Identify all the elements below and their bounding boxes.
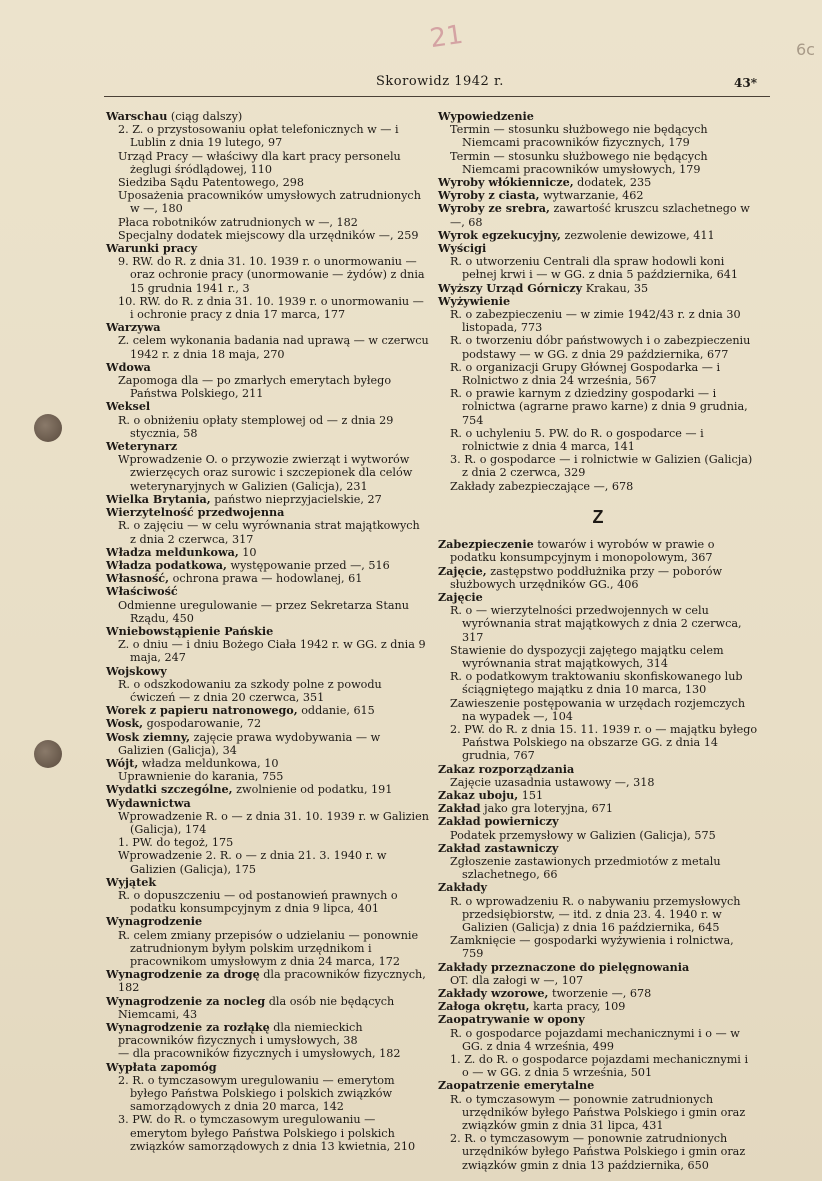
index-heading: Wynagrodzenie za nocleg: [106, 993, 266, 1008]
right-column: [438, 110, 758, 1172]
index-heading: Wyroby ze srebra,: [438, 201, 550, 216]
index-heading: Wyroby włókiennicze,: [438, 175, 574, 190]
index-entry: [438, 282, 758, 295]
index-heading: Wielka Brytania,: [106, 491, 211, 506]
index-entry: [106, 783, 429, 796]
index-subentry: Zajęcie uzasadnia ustawowy —, 318: [450, 775, 655, 789]
index-subentry: Zamknięcie — gospodarki wyżywienia i rolnictwa, 759: [450, 934, 734, 961]
index-subentry: Odmienne uregulowanie — przez Sekretarza Stanu Rządu, 450: [118, 598, 409, 625]
index-subentry: Zawieszenie postępowania w urzędach rozjemczych na wypadek —, 104: [450, 696, 746, 723]
index-subentry: — dla pracowników fizycznych i umysłowych, 182: [118, 1047, 401, 1061]
index-subentry: Wprowadzenie 2. R. o — z dnia 21. 3. 1940 r. w Galizien (Galicja), 175: [118, 849, 387, 876]
index-subentry: R. o obniżeniu opłaty stemplowej od — z dnia 29 stycznia, 58: [118, 413, 394, 440]
index-subentry: 2. R. o tymczasowym uregulowaniu — emerytom byłego Państwa Polskiego i polskich związków samorządowych z dnia 20 marca, 142: [118, 1073, 395, 1114]
index-subentry: Stawienie do dyspozycji zajętego majątku celem wyrównania strat majątkowych, 314: [450, 643, 724, 670]
index-heading: Zaopatrywanie w opony: [438, 1012, 585, 1027]
index-entry-text: gospodarowanie, 72: [143, 717, 262, 731]
index-subentry: R. celem zmiany przepisów o udzielaniu — ponownie zatrudnionym byłym polskim urzędnikom i pracownikom umysłowym z dnia 24 marca, 172: [118, 928, 419, 968]
index-entry-text: dla pracowników fizycznych, 182: [118, 968, 426, 995]
index-entry-text: towarów i wyrobów w prawie o podatku konsumpcyjnym i monopolowym, 367: [450, 538, 715, 565]
index-subentry: R. o utworzeniu Centrali dla spraw hodowli koni pełnej krwi i — w GG. z dnia 5 października, 641: [450, 255, 739, 282]
index-heading: Weksel: [106, 399, 151, 414]
index-subentry: Zgłoszenie zastawionych przedmiotów z metalu szlachetnego, 66: [450, 854, 721, 882]
index-heading: Wdowa: [106, 359, 151, 374]
index-subentry: R. o zajęciu — w celu wyrównania strat majątkowych z dnia 2 czerwca, 317: [118, 519, 420, 546]
index-entry-text: 10: [238, 545, 257, 559]
index-heading: Worek z papieru natronowego,: [106, 703, 298, 718]
index-heading: Właściwość: [106, 584, 178, 599]
index-heading: Wynagrodzenie: [106, 914, 203, 929]
index-entry: [438, 789, 758, 802]
index-heading: Zajęcie,: [438, 563, 487, 578]
index-heading: Weterynarz: [106, 439, 178, 454]
index-heading: Wyższy Urząd Górniczy: [438, 280, 583, 295]
index-entry: [106, 731, 429, 757]
index-heading: Wniebowstąpienie Pańskie: [106, 623, 274, 638]
left-column: [106, 110, 429, 1153]
index-heading: Zakład powierniczy: [438, 814, 559, 829]
index-heading: Zaopatrzenie emerytalne: [438, 1078, 595, 1093]
index-subentry: Płaca robotników zatrudnionych w —, 182: [118, 215, 358, 229]
index-subentry: R. o zabezpieczeniu — w zimie 1942/43 r. z dnia 30 listopada, 773: [450, 308, 741, 335]
index-entry: [438, 202, 758, 228]
index-entry-text: tworzenie —, 678: [548, 987, 652, 1000]
index-subentry: Uprawnienie do karania, 755: [118, 770, 284, 784]
index-subentry: OT. dla załogi w —, 107: [450, 973, 584, 987]
index-entry-text: jako gra loteryjna, 671: [480, 802, 613, 816]
index-entry-text: dla osób nie będących Niemcami, 43: [118, 994, 395, 1021]
index-heading: Warschau: [106, 109, 168, 123]
index-heading: Warunki pracy: [106, 241, 198, 256]
index-entry-text: 151: [518, 788, 544, 802]
index-heading: Warzywa: [106, 320, 161, 335]
index-heading: Wyżywienie: [438, 293, 511, 308]
index-heading: Wosk,: [106, 716, 144, 731]
index-heading: Władza meldunkowa,: [106, 544, 239, 559]
index-entry-text: zezwolenie dewizowe, 411: [560, 228, 715, 242]
index-entry-text: zawartość kruszcu szlachetnego w —, 68: [450, 202, 750, 229]
index-subentry: Urząd Pracy — właściwy dla kart pracy personelu żeglugi śródlądowej, 110: [118, 149, 401, 176]
index-heading: Wypowiedzenie: [438, 109, 534, 123]
index-heading: Zakłady wzorowe,: [438, 986, 549, 1000]
index-subentry: Podatek przemysłowy w Galizien (Galicja), 575: [450, 828, 716, 842]
index-heading: Wyrok egzekucyjny,: [438, 227, 561, 242]
index-entry-text: wytwarzanie, 462: [539, 189, 644, 203]
index-entry: [438, 538, 758, 564]
index-heading: Wosk ziemny,: [106, 729, 191, 744]
index-subentry: R. o uchyleniu 5. PW. do R. o gospodarce — i rolnictwie z dnia 4 marca, 141: [450, 426, 704, 454]
index-subentry: Termin — stosunku służbowego nie będących Niemcami pracowników umysłowych, 179: [450, 149, 708, 176]
index-heading: Wyścigi: [438, 241, 487, 256]
punch-hole-icon: [34, 414, 62, 442]
index-entry: [438, 565, 758, 591]
index-heading: Własność,: [106, 571, 170, 586]
index-subentry: 1. PW. do tegoż, 175: [118, 836, 234, 850]
index-heading: Zakład zastawniczy: [438, 840, 559, 855]
index-subentry: 1. Z. do R. o gospodarce pojazdami mechanicznymi i o — w GG. z dnia 5 września, 501: [450, 1053, 749, 1080]
index-entry-text: zastępstwo poddłużnika przy — poborów służbowych urzędników GG., 406: [450, 564, 723, 591]
index-heading: Wydawnictwa: [106, 795, 191, 810]
index-subentry: R. o tworzeniu dóbr państwowych i o zabezpieczeniu podstawy — w GG. z dnia 29 października, 677: [450, 334, 751, 361]
header-rule: [104, 96, 770, 97]
index-entry-text: dla niemieckich pracowników fizycznych i umysłowych, 38: [118, 1021, 363, 1048]
index-heading: Wydatki szczególne,: [106, 782, 233, 797]
index-heading: Zakłady: [438, 880, 488, 895]
index-heading: Władza podatkowa,: [106, 557, 227, 572]
index-subentry: Uposażenia pracowników umysłowych zatrudnionych w —, 180: [118, 189, 421, 216]
index-entry-text: karta pracy, 109: [529, 1000, 626, 1014]
index-subentry: R. o dopuszczeniu — od postanowień prawnych o podatku konsumpcyjnym z dnia 9 lipca, 401: [118, 888, 398, 916]
index-subentry: 9. RW. do R. z dnia 31. 10. 1939 r. o unormowaniu — oraz ochronie pracy (unormowanie — żydów) z dnia 15 grudnia 1941 r., 3: [118, 255, 425, 295]
index-subentry: R. o prawie karnym z dziedziny gospodarki — i rolnictwa (agrarne prawo karne) z dnia 9 grudnia, 754: [450, 387, 748, 427]
index-entry-text: państwo nieprzyjacielskie, 27: [210, 492, 382, 506]
index-subentry: Zapomoga dla — po zmarłych emerytach byłego Państwa Polskiego, 211: [118, 374, 392, 401]
index-subentry: 2. R. o tymczasowym — ponownie zatrudnionych urzędników byłego Państwa Polskiego i gmin oraz związków gmin z dnia 13 października, 650: [450, 1132, 746, 1172]
index-subentry: R. o podatkowym traktowaniu skonfiskowanego lub ściągniętego majątku z dnia 10 marca, 130: [450, 670, 743, 697]
index-entry: [438, 229, 758, 242]
index-subentry: Wprowadzenie R. o — z dnia 31. 10. 1939 r. w Galizien (Galicja), 174: [118, 809, 429, 836]
index-entry: [106, 704, 429, 717]
index-subentry: 2. Z. o przystosowaniu opłat telefonicznych w — i Lublin z dnia 19 lutego, 97: [118, 123, 399, 150]
index-entry: [106, 110, 429, 123]
index-heading: Zakaz uboju,: [438, 787, 519, 802]
index-subentry: Siedziba Sądu Patentowego, 298: [118, 176, 304, 190]
index-entry: [106, 968, 429, 994]
index-heading: Wyroby z ciasta,: [438, 188, 540, 203]
index-subentry: Z. celem wykonania badania nad uprawą — w czerwcu 1942 r. z dnia 18 maja, 270: [118, 334, 429, 361]
index-entry-text: oddanie, 615: [297, 704, 375, 718]
index-heading: Zajęcie: [438, 589, 483, 604]
index-heading: Zakłady przeznaczone do pielęgnowania: [438, 959, 690, 974]
pencil-mark: 21: [428, 19, 466, 55]
index-subentry: Z. o dniu — i dniu Bożego Ciała 1942 r. w GG. z dnia 9 maja, 247: [118, 638, 426, 665]
index-entry-text: ochrona prawa — hodowlanej, 61: [169, 572, 363, 586]
index-subentry: Specjalny dodatek miejscowy dla urzędników —, 259: [118, 228, 419, 242]
corner-mark: 6c: [796, 40, 815, 59]
index-heading: Załoga okrętu,: [438, 999, 530, 1014]
index-subentry: Termin — stosunku służbowego nie będących Niemcami pracowników fizycznych, 179: [450, 123, 708, 150]
index-heading: Wyjątek: [106, 874, 157, 889]
index-heading: Zakład: [438, 801, 481, 816]
index-heading: Wypłata zapomóg: [106, 1059, 217, 1074]
punch-hole-icon: [34, 740, 62, 768]
index-entry-text: (ciąg dalszy): [167, 110, 243, 123]
index-entry: [106, 995, 429, 1021]
index-entry-text: dodatek, 235: [573, 176, 652, 190]
section-letter: Z: [592, 506, 604, 527]
index-entry: [106, 1021, 429, 1047]
index-subentry: R. o — wierzytelności przedwojennych w celu wyrównania strat majątkowych z dnia 2 czerwca, 317: [450, 604, 742, 644]
index-subentry: R. o tymczasowym — ponownie zatrudnionych urzędników byłego Państwa Polskiego i gmin oraz związków gmin z dnia 31 lipca, 431: [450, 1092, 746, 1133]
index-entry: [106, 757, 429, 770]
index-heading: Zakaz rozporządzania: [438, 761, 575, 776]
index-subentry: R. o gospodarce pojazdami mechanicznymi i o — w GG. z dnia 4 września, 499: [450, 1026, 740, 1053]
index-subentry: 3. PW. do R. o tymczasowym uregulowaniu — emerytom byłego Państwa Polskiego i polskich związków samorządowych z dnia 13 kwietnia, 210: [118, 1113, 416, 1153]
index-entry-text: Krakau, 35: [582, 281, 649, 295]
index-subentry: Zakłady zabezpieczające —, 678: [450, 479, 634, 493]
index-entry-text: zajęcie prawa wydobywania — w Galizien (Galicja), 34: [118, 730, 381, 757]
index-heading: Wojskowy: [106, 663, 167, 678]
page-header: [0, 72, 822, 94]
index-heading: Wynagrodzenie za rozłąkę: [106, 1020, 270, 1035]
index-subentry: 3. R. o gospodarce — i rolnictwie w Galizien (Galicja) z dnia 2 czerwca, 329: [450, 453, 753, 480]
index-heading: Wynagrodzenie za drogę: [106, 967, 260, 982]
page-number: 43*: [734, 76, 757, 90]
index-subentry: R. o wprowadzeniu R. o nabywaniu przemysłowych przedsiębiorstw, — itd. z dnia 23. 4. 1940 r. w Galizien (Galicja) z dnia 16 października, 645: [450, 894, 741, 934]
index-subentry: 10. RW. do R. z dnia 31. 10. 1939 r. o unormowaniu — i ochronie pracy z dnia 17 marca, 177: [118, 294, 424, 322]
index-subentry: Wprowadzenie O. o przywozie zwierząt i wytworów zwierzęcych oraz surowic i szczepionek dla celów weterynaryjnych w Galizien (Galicja), 231: [118, 453, 413, 493]
index-entry-text: występowanie przed —, 516: [226, 558, 390, 572]
index-subentry: R. o odszkodowaniu za szkody polne z powodu ćwiczeń — z dnia 20 czerwca, 351: [118, 677, 382, 704]
index-heading: Wójt,: [106, 755, 139, 770]
index-subentry: R. o organizacji Grupy Głównej Gospodarka — i Rolnictwo z dnia 24 września, 567: [450, 360, 721, 388]
index-heading: Wierzytelność przedwojenna: [106, 505, 285, 520]
index-entry-text: władza meldunkowa, 10: [138, 756, 279, 770]
index-subentry: 2. PW. do R. z dnia 15. 11. 1939 r. o — majątku byłego Państwa Polskiego na obszarze GG. z dnia 14 grudnia, 767: [450, 722, 758, 763]
page-title: Skorowidz 1942 r.: [376, 74, 504, 89]
index-entry-text: zwolnienie od podatku, 191: [232, 783, 393, 797]
index-heading: Zabezpieczenie: [438, 537, 534, 552]
